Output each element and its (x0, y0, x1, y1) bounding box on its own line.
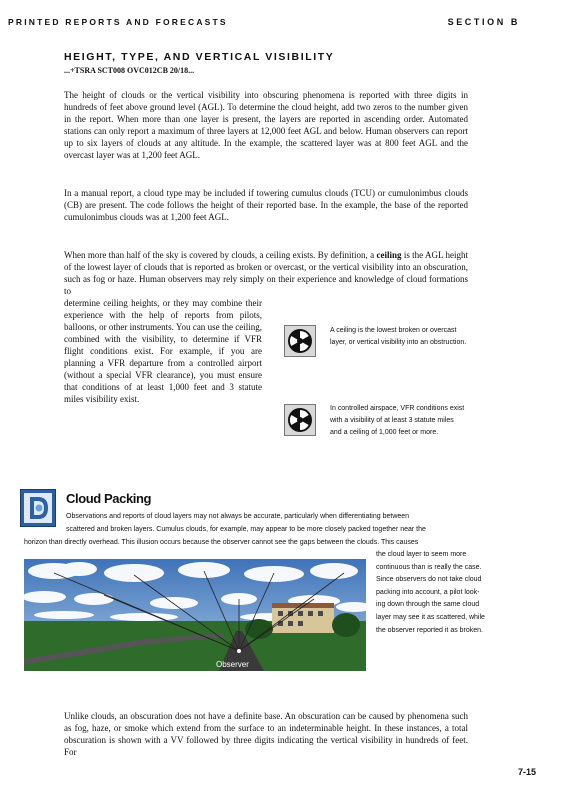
page-number: 7-15 (517, 767, 536, 777)
section-title: HEIGHT, TYPE, AND VERTICAL VISIBILITY (64, 51, 335, 63)
ceiling-term: ceiling (376, 250, 402, 260)
observer-label: Observer (216, 660, 249, 669)
cloud-packing-title: Cloud Packing (66, 491, 152, 506)
trefoil-icon (285, 326, 315, 356)
note-ceiling: A ceiling is the lowest broken or overcast layer, or vertical visibility into an obstruction. (330, 327, 467, 346)
code-example: ...+TSRA SCT008 OVC012CB 20/18... (64, 66, 195, 75)
paragraph-ceiling: When more than half of the sky is covered by clouds, a ceiling exists. By definition, a ceiling is the AGL height of the lowest layer of clouds that is reported as broken or overcast, or the vertical visibility into an obscuration, such as fog or haze. Human observers may rely simply on their experience and knowledge of cloud formations to (64, 250, 468, 296)
discovery-logo-icon (20, 489, 56, 527)
running-header-left: PRINTED REPORTS AND FORECASTS (8, 17, 228, 27)
running-header-section: SECTION B (447, 17, 520, 27)
cloud-packing-illustration (24, 559, 366, 671)
note-vfr-conditions: In controlled airspace, VFR conditions exist with a visibility of at least 3 statute miles and a ceiling of 1,000 feet or more. (330, 405, 465, 436)
paragraph-ceiling-continued: determine ceiling heights, or they may combine their experience with the help of reports from pilots, balloons, or other instruments. You can use the ceiling, combined with the visibility, to determine if VFR flight conditions exist. For example, if you are planning a VFR departure from a controlled airport (without a special VFR clearance), you must ensure that conditions of at least 1,000 feet and 3 statute miles visibility exist. (64, 298, 262, 404)
cloud-packing-line: horizon than directly overhead. This illusion occurs because the observer cannot see the gaps between the clouds. This causes (24, 539, 419, 546)
cloud-packing-line: Observations and reports of cloud layers may not always be accurate, particularly when differentiating between (66, 513, 410, 520)
key-point-icon (284, 325, 316, 357)
cloud-packing-sidebar-text: the cloud layer to seem more continuous than is really the case. Since observers do not take cloud packing into account, a pilot look- ing down through the same cloud layer may see it as scattered, while the observer reported it as broken. (376, 551, 485, 634)
trefoil-icon (285, 405, 315, 435)
paragraph-cloud-height: The height of clouds or the vertical visibility into obscuring phenomena is reported with three digits in hundreds of feet above ground level (AGL). To determine the cloud height, add two zeros to the number given in the report. When more than one layer is present, the layers are reported in ascending order. Automated stations can only report a maximum of three layers at 12,000 feet AGL and below. Human observers can report up to six layers of clouds at any altitude. In the example, the scattered layer was at 800 feet AGL and the overcast layer was at 1,200 feet AGL. (64, 90, 468, 160)
paragraph-obscuration: Unlike clouds, an obscuration does not have a definite base. An obscuration can be caused by phenomena such as fog, haze, or smoke which extend from the surface to an indeterminable height. In these instances, a total obscuration is shown with a VV followed by three digits indicating the vertical visibility in hundreds of feet. For (64, 711, 468, 757)
key-point-icon (284, 404, 316, 436)
cloud-packing-line: scattered and broken layers. Cumulus clouds, for example, may appear to be more closely packed together near the (66, 526, 426, 533)
paragraph-cloud-type: In a manual report, a cloud type may be included if towering cumulus clouds (TCU) or cumulonimbus clouds (CB) are present. The code follows the height of their reported base. In the example, the base of the reported cumulonimbus clouds was at 1,200 feet AGL. (64, 188, 468, 222)
